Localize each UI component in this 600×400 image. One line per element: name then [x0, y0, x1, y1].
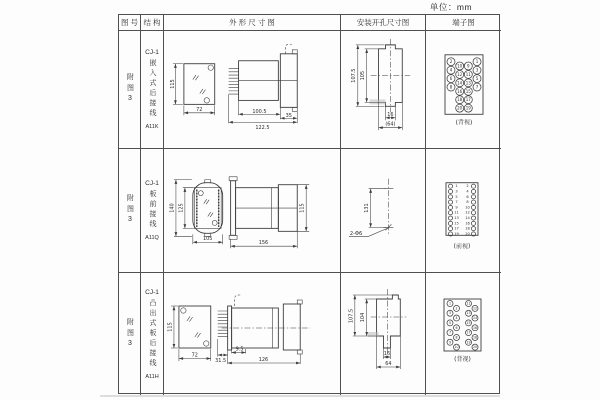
svg-text:19: 19	[465, 105, 471, 111]
svg-text:15: 15	[466, 320, 471, 325]
mounting-drawing-row1	[341, 31, 425, 148]
terminal-view-caption: (背视)	[454, 356, 471, 363]
hole-spec-label: 2-Φ6	[349, 230, 363, 237]
outline-drawing-row3	[164, 273, 340, 395]
hatch-mark-icon	[204, 199, 209, 204]
row1-structure-cell	[141, 31, 164, 149]
outline-drawing-row2	[164, 149, 340, 272]
svg-text:1: 1	[475, 59, 479, 65]
svg-text:12: 12	[472, 306, 478, 311]
svg-text:18: 18	[472, 335, 478, 340]
svg-text:12: 12	[457, 71, 463, 77]
svg-text:9: 9	[455, 205, 458, 210]
svg-text:9: 9	[467, 63, 470, 69]
svg-text:15: 15	[454, 221, 459, 226]
svg-text:5: 5	[455, 194, 458, 199]
svg-text:12: 12	[465, 210, 470, 215]
terminal-grid-back	[447, 58, 481, 112]
dim-body-width: 100.5	[252, 108, 267, 115]
svg-text:14: 14	[465, 216, 470, 221]
mount-hole-icon	[212, 220, 217, 225]
svg-text:6: 6	[466, 194, 469, 199]
svg-text:10: 10	[454, 345, 459, 350]
svg-text:17: 17	[454, 226, 459, 231]
dim-side-height: 115	[299, 203, 306, 213]
dim-outer-height: 107.5	[348, 308, 355, 324]
hatch-mark-icon	[195, 332, 201, 337]
terminal-grid-front	[448, 184, 475, 236]
dim-total-width: 122.5	[255, 125, 270, 132]
header-terminal: 端子图	[426, 15, 501, 31]
svg-text:3: 3	[448, 311, 452, 316]
dim-front-width: 72	[196, 106, 203, 113]
scan-shadow	[100, 395, 500, 397]
structure-label: 凸出式板后接线	[149, 298, 156, 369]
mount-hole-icon	[204, 341, 209, 346]
outline-drawing-row1	[164, 31, 340, 148]
clip-dashed-icon	[285, 44, 291, 53]
unit-label: 单位：mm	[429, 2, 473, 12]
fig-no-label: 附图3	[126, 73, 134, 106]
terminal-pins-icon	[218, 311, 228, 337]
svg-text:14: 14	[472, 316, 478, 321]
mount-hole-icon	[204, 98, 209, 103]
dim-slot-width: 16	[383, 350, 391, 358]
svg-text:3: 3	[475, 67, 479, 73]
svg-text:1: 1	[448, 301, 452, 306]
row2-terminal-cell	[426, 149, 501, 273]
svg-text:20: 20	[472, 345, 478, 350]
hatch-mark-icon	[208, 212, 213, 217]
hatch-mark-icon	[200, 89, 206, 94]
mounting-drawing-row2	[341, 149, 425, 272]
svg-text:16: 16	[457, 88, 463, 94]
svg-text:2: 2	[449, 59, 453, 65]
svg-text:4: 4	[455, 316, 458, 321]
svg-text:18: 18	[465, 226, 470, 231]
side-view	[229, 177, 309, 248]
svg-text:9: 9	[448, 340, 452, 345]
mount-hole-icon	[198, 191, 203, 196]
dim-slot-width: 16	[387, 111, 394, 118]
dim-inner-height: 104	[360, 312, 367, 323]
structure-label: 板前接线	[149, 190, 156, 230]
side-view	[215, 295, 310, 364]
header-mounting: 安装开孔尺寸图	[341, 15, 426, 31]
dim-flange-width: 35	[285, 112, 292, 119]
dim-pin-length: 31.5	[215, 357, 227, 365]
row2-outline-cell	[164, 149, 341, 273]
svg-text:16: 16	[472, 325, 478, 330]
structure-label: 嵌入式后接线	[149, 59, 156, 119]
svg-text:7: 7	[448, 330, 452, 335]
terminal-view-caption: (背视)	[455, 119, 473, 127]
dim-front-height: 115	[169, 79, 176, 89]
svg-text:16: 16	[465, 221, 470, 226]
svg-text:19: 19	[454, 231, 459, 236]
dim-side-length: 156	[258, 240, 269, 247]
scan-smudge	[370, 99, 386, 104]
svg-text:6: 6	[455, 325, 458, 330]
svg-text:8: 8	[455, 335, 458, 340]
svg-text:10: 10	[465, 205, 470, 210]
dim-opening-width: (64)	[385, 121, 396, 128]
row3-mounting-cell	[341, 273, 426, 395]
mount-hole-icon	[208, 65, 213, 70]
header-structure: 结 构	[141, 15, 164, 31]
terminal-drawing-row3	[426, 273, 501, 395]
row2-fig-no-cell	[119, 149, 141, 273]
svg-text:13: 13	[466, 311, 471, 316]
svg-text:17: 17	[466, 330, 471, 335]
terminal-drawing-row1	[426, 31, 501, 148]
svg-text:19: 19	[466, 340, 471, 345]
row3-fig-no-cell	[119, 273, 141, 395]
terminal-view-caption: (前视)	[453, 243, 471, 251]
cutout-outline	[377, 295, 401, 348]
row3-structure-cell	[141, 273, 164, 395]
row3-terminal-cell	[426, 273, 501, 395]
row1-terminal-cell	[426, 31, 501, 149]
dim-opening-width: 64	[385, 360, 392, 368]
svg-text:11: 11	[466, 301, 471, 306]
fig-no-label: 附图3	[126, 194, 134, 227]
row1-outline-cell	[164, 31, 341, 149]
svg-text:10: 10	[457, 63, 463, 69]
header-outline: 外 形 尺 寸 图	[164, 15, 341, 31]
row1-fig-no-cell	[119, 31, 141, 149]
svg-text:8: 8	[466, 200, 469, 205]
svg-text:7: 7	[475, 84, 479, 90]
svg-text:8: 8	[449, 84, 453, 90]
dim-front-width: 72	[191, 352, 198, 359]
spec-table	[118, 14, 500, 394]
model-label: CJ-1	[145, 49, 159, 56]
hatch-mark-icon	[187, 316, 193, 321]
svg-text:2: 2	[466, 184, 469, 189]
terminal-pins-icon	[229, 69, 239, 94]
hatch-mark-icon	[193, 75, 199, 80]
dim-front-width: 105	[203, 236, 213, 243]
front-view	[169, 180, 222, 244]
dim-front-height: 115	[167, 322, 174, 332]
row2-mounting-cell	[341, 149, 426, 273]
dim-inner-height: 125	[178, 203, 185, 213]
dim-inner-height: 105	[360, 70, 367, 81]
svg-text:17: 17	[465, 97, 471, 103]
dim-hole-spacing: 131	[364, 203, 371, 213]
row1-mounting-cell	[341, 31, 426, 149]
dim-step-length: 9.5	[235, 346, 244, 353]
svg-text:5: 5	[448, 320, 452, 325]
dim-total-length: 126	[258, 356, 269, 364]
mounting-drawing-row3	[341, 273, 425, 395]
model-label: CJ-1	[145, 288, 159, 296]
svg-text:20: 20	[465, 231, 470, 236]
svg-text:13: 13	[465, 80, 471, 86]
row2-structure-cell	[141, 149, 164, 273]
model-code: A11H	[145, 373, 159, 380]
terminal-drawing-row2	[426, 149, 501, 272]
model-label: CJ-1	[145, 180, 159, 187]
dim-outer-height: 140	[169, 203, 176, 213]
svg-text:6: 6	[449, 76, 453, 82]
model-code: A11Q	[145, 235, 159, 241]
svg-text:1: 1	[455, 184, 458, 189]
svg-text:4: 4	[449, 67, 453, 73]
row3-outline-cell	[164, 273, 341, 395]
model-code: A11K	[145, 124, 159, 130]
svg-text:11: 11	[465, 71, 471, 77]
terminal-grid-back	[447, 301, 478, 351]
svg-text:3: 3	[455, 189, 458, 194]
svg-text:5: 5	[475, 76, 479, 82]
svg-text:15: 15	[465, 88, 471, 94]
clip-dashed-icon	[235, 295, 241, 306]
fig-no-label: 附图3	[126, 317, 134, 351]
svg-text:4: 4	[466, 189, 469, 194]
mount-hole-icon	[181, 308, 186, 313]
svg-text:13: 13	[454, 216, 459, 221]
front-view	[170, 64, 215, 116]
svg-text:18: 18	[457, 97, 463, 103]
side-view	[229, 44, 298, 131]
dim-outer-height: 107.5	[350, 68, 357, 83]
svg-text:11: 11	[454, 210, 459, 215]
svg-text:7: 7	[455, 200, 458, 205]
svg-text:20: 20	[457, 105, 463, 111]
front-view	[167, 306, 210, 361]
header-fig-no: 图 号	[119, 15, 141, 31]
svg-text:2: 2	[455, 306, 458, 311]
svg-text:14: 14	[457, 80, 463, 86]
